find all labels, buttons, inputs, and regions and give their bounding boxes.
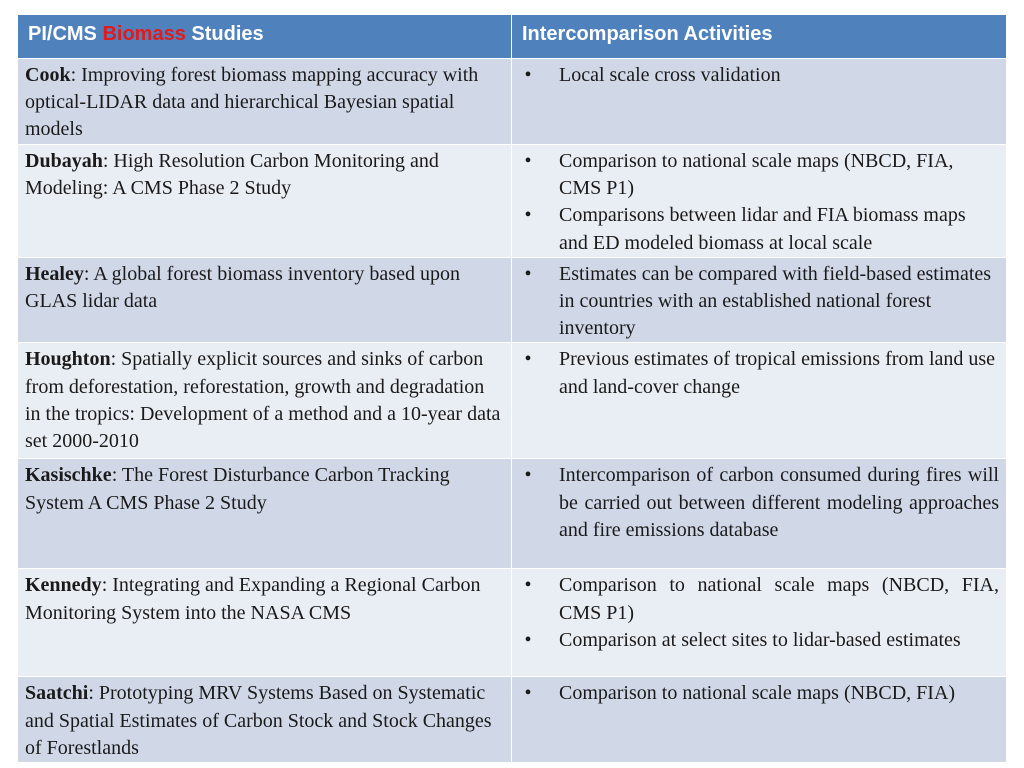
table-row [18,59,1007,145]
activities-cell [512,343,1007,459]
pi-name: Dubayah [25,150,103,172]
activity-text: Local scale cross validation [559,64,781,86]
study-cell [18,569,512,677]
bullet-icon: • [524,682,532,705]
activities-cell [512,677,1007,763]
study-title: : Prototyping MRV Systems Based on Systematic and Spatial Estimates of Carbon Stock and Stock Changes of Forestlands [25,682,492,759]
table-row [18,459,1007,569]
bullet-icon: • [524,262,532,285]
header-activities: Intercomparison Activities [512,15,1007,59]
study-title: : The Forest Disturbance Carbon Tracking System A CMS Phase 2 Study [25,464,450,514]
bullet-icon: • [524,574,532,597]
header-row [18,15,1007,59]
pi-name: Saatchi [25,682,89,705]
table-row [18,343,1007,459]
activity-text: Comparison to national scale maps (NBCD, FIA, CMS P1) [559,150,954,200]
list-item [519,680,999,707]
table-row [18,145,1007,258]
header-prefix: PI/CMS [28,23,103,45]
list-item [519,202,999,256]
header-studies [18,15,512,59]
activity-text: Previous estimates of tropical emissions from land use and land-cover change [559,348,996,398]
bullet-icon: • [524,464,532,487]
activity-text: Comparison to national scale maps (NBCD, FIA) [559,682,956,705]
list-item [519,261,999,343]
list-item [519,462,999,544]
bullet-icon: • [524,150,532,172]
list-item [519,572,999,626]
study-title: : Improving forest biomass mapping accuracy with optical-LIDAR data and hierarchical Bayesian spatial models [25,64,479,141]
study-cell [18,145,512,258]
list-item [519,627,999,654]
study-title: : Spatially explicit sources and sinks of carbon from deforestation, reforestation, growth and degradation in the tropics: Development of a method and a 10-year data set 2000-2010 [25,348,501,453]
activity-text: Estimates can be compared with field-based estimates in countries with an established national forest inventory [559,262,992,340]
study-cell [18,459,512,569]
activities-cell [512,257,1007,343]
activities-cell [512,59,1007,145]
study-cell [18,677,512,763]
bullet-icon: • [524,64,532,86]
list-item [519,346,999,400]
study-cell [18,257,512,343]
pi-name: Cook [25,64,71,86]
study-title: : High Resolution Carbon Monitoring and Modeling: A CMS Phase 2 Study [25,150,439,200]
list-item [519,62,999,89]
activity-text: Comparison to national scale maps (NBCD, FIA, CMS P1) [559,574,999,624]
study-cell [18,343,512,459]
bullet-icon: • [524,204,532,227]
activities-cell [512,145,1007,258]
table-row [18,569,1007,677]
study-cell [18,59,512,145]
pi-name: Kennedy [25,574,102,597]
header-highlight: Biomass [102,23,186,45]
table-row [18,677,1007,763]
activities-cell [512,459,1007,569]
pi-name: Healey [25,262,84,285]
study-title: : Integrating and Expanding a Regional Carbon Monitoring System into the NASA CMS [25,574,481,624]
studies-table [17,14,1007,763]
bullet-icon: • [524,628,532,651]
study-title: : A global forest biomass inventory based upon GLAS lidar data [25,262,460,313]
activity-text: Intercomparison of carbon consumed during fires will be carried out between different modeling approaches and fire emissions database [559,464,999,541]
header-suffix: Studies [185,23,264,45]
pi-name: Houghton [25,348,111,371]
bullet-icon: • [524,348,532,371]
activity-text: Comparisons between lidar and FIA biomass maps and ED modeled biomass at local scale [559,204,966,254]
activities-cell [512,569,1007,677]
activity-text: Comparison at select sites to lidar-based estimates [559,628,961,651]
table-row [18,257,1007,343]
list-item [519,148,999,202]
pi-name: Kasischke [25,464,112,487]
